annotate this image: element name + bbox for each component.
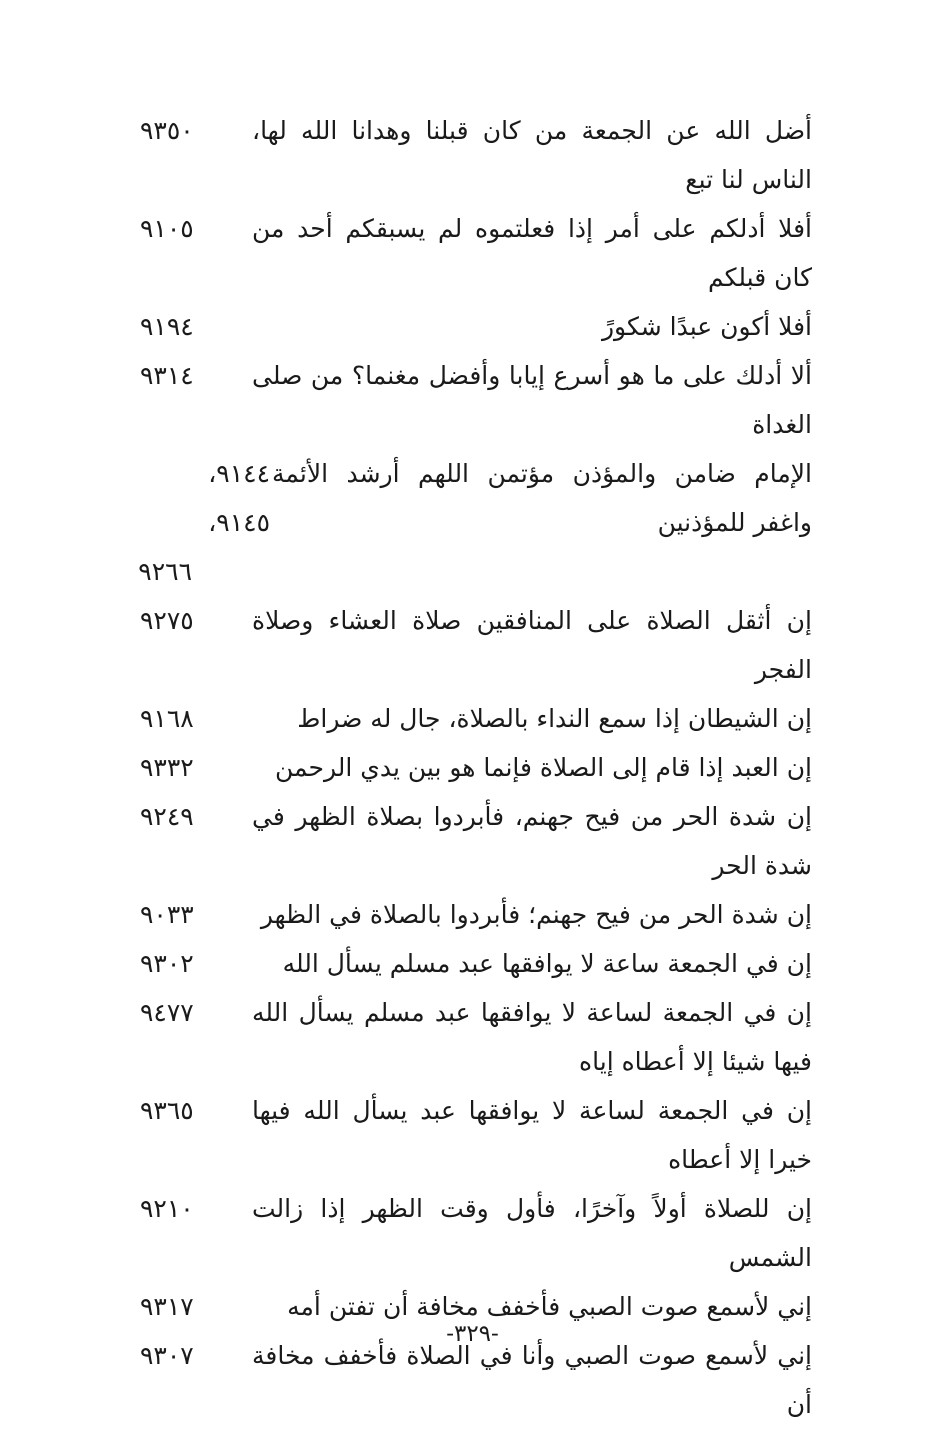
entry-reference: ٩٢٧٥ — [140, 606, 194, 635]
index-entry — [140, 106, 812, 204]
entry-text: إن أثقل الصلاة على المنافقين صلاة العشاء وصلاة الفجر — [252, 606, 812, 684]
entry-reference: ٩٣٦٥ — [140, 1096, 194, 1125]
index-entry — [140, 596, 812, 694]
entry-reference: ٩٢٤٩ — [140, 802, 194, 831]
entry-text: إن في الجمعة ساعة لا يوافقها عبد مسلم يسأل الله — [282, 949, 812, 978]
entry-reference — [140, 449, 270, 596]
index-entry — [140, 939, 812, 988]
index-entry — [140, 694, 812, 743]
index-entry — [140, 792, 812, 890]
entry-text: إني لأسمع صوت الصبي فأخفف مخافة أن تفتن أمه — [287, 1292, 812, 1321]
index-entry — [140, 302, 812, 351]
entry-text: أفلا أكون عبدًا شكورً — [601, 312, 812, 341]
entry-reference: ٩٣١٤ — [140, 361, 194, 390]
entry-text: إن العبد إذا قام إلى الصلاة فإنما هو بين يدي الرحمن — [275, 753, 812, 782]
entry-reference: ٩٣٣٢ — [140, 753, 194, 782]
entry-text: أضل الله عن الجمعة من كان قبلنا وهدانا الله لها، الناس لنا تبع — [252, 116, 812, 194]
entry-reference-line: ٩١٤٤، ٩١٤٥، — [208, 459, 270, 537]
page-number: -٣٢٩- — [446, 1321, 499, 1347]
entry-reference: ٩٠٣٣ — [140, 900, 194, 929]
index-entry — [140, 204, 812, 302]
index-entry — [140, 890, 812, 939]
index-entry — [140, 351, 812, 449]
index-entry — [140, 1184, 812, 1282]
entry-reference: ٩٤٧٧ — [140, 998, 194, 1027]
entry-reference: ٩١٠٥ — [140, 214, 194, 243]
entry-text: إن الشيطان إذا سمع النداء بالصلاة، جال له ضراط — [297, 704, 812, 733]
index-entry — [140, 988, 812, 1086]
entry-reference: ٩٢١٠ — [140, 1194, 194, 1223]
entry-reference-line: ٩٢٦٦ — [138, 557, 192, 586]
index-entry — [140, 449, 812, 596]
entry-text: الإمام ضامن والمؤذن مؤتمن اللهم أرشد الأئمة واغفر للمؤذنين — [272, 459, 812, 537]
entry-reference: ٩٣٠٢ — [140, 949, 194, 978]
entry-text: إن في الجمعة لساعة لا يوافقها عبد يسأل الله فيها خيرا إلا أعطاه — [252, 1096, 812, 1174]
entry-text: إن في الجمعة لساعة لا يوافقها عبد مسلم يسأل الله فيها شيئا إلا أعطاه إياه — [252, 998, 812, 1076]
entry-text: أفلا أدلكم على أمر إذا فعلتموه لم يسبقكم أحد من كان قبلكم — [252, 214, 812, 292]
index-entry — [140, 743, 812, 792]
index-entry — [140, 1086, 812, 1184]
entry-text: ألا أدلك على ما هو أسرع إيابا وأفضل مغنما؟ من صلى الغداة — [252, 361, 812, 439]
entry-reference: ٩١٦٨ — [140, 704, 194, 733]
entry-reference: ٩٣٥٠ — [140, 116, 194, 145]
entry-text: إن للصلاة أولاً وآخرًا، فأول وقت الظهر إذا زالت الشمس — [252, 1194, 812, 1272]
entry-text: إني لأسمع صوت الصبي وأنا في الصلاة فأخفف مخافة أن — [252, 1341, 812, 1419]
entry-text: إن شدة الحر من فيح جهنم؛ فأبردوا بالصلاة في الظهر — [260, 900, 812, 929]
entry-reference: ٩١٩٤ — [140, 312, 194, 341]
entry-reference: ٩٣٠٧ — [140, 1341, 194, 1370]
entry-reference: ٩٣١٧ — [140, 1292, 194, 1321]
entry-text: إن شدة الحر من فيح جهنم، فأبردوا بصلاة الظهر في شدة الحر — [252, 802, 812, 880]
hadith-index-list — [140, 106, 812, 1429]
